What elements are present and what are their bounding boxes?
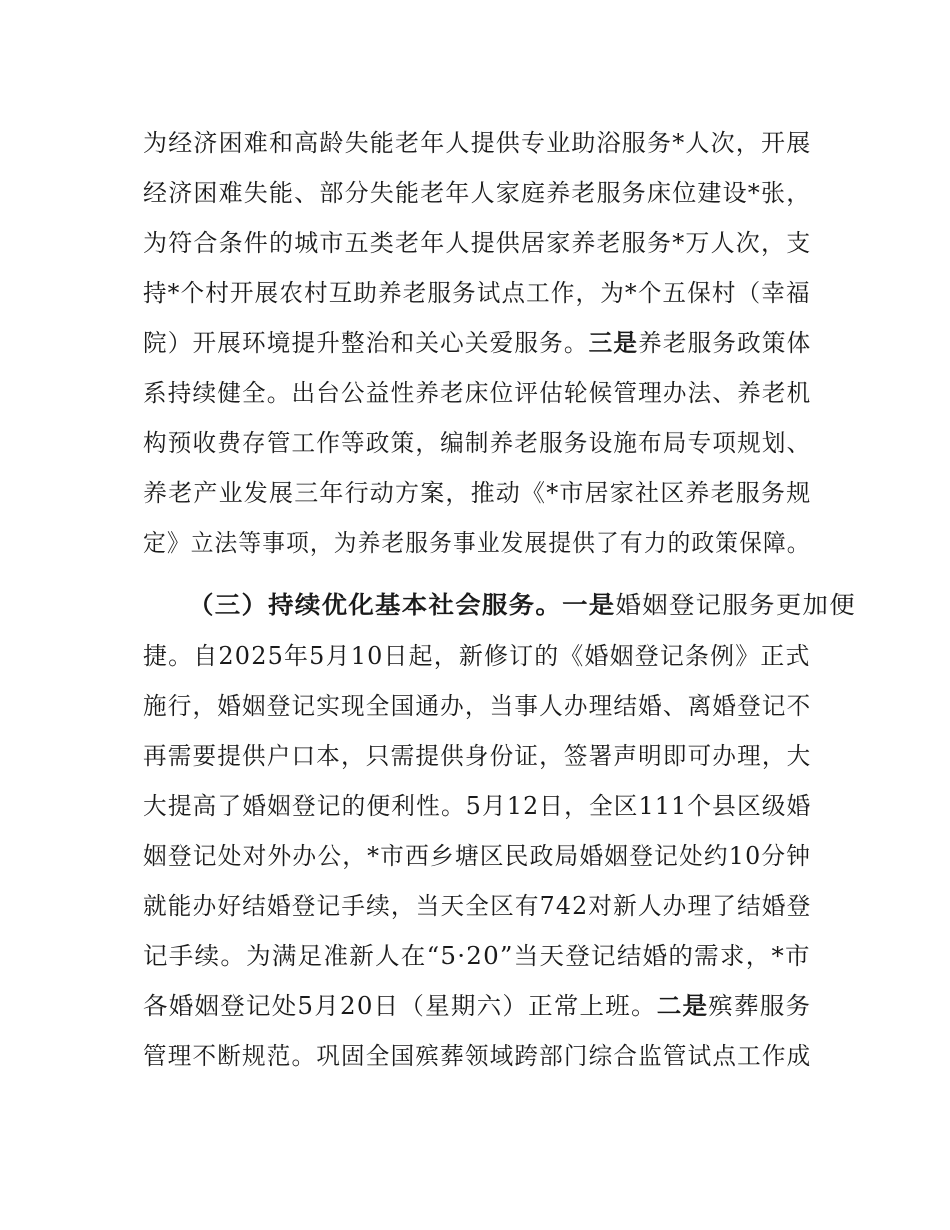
- text-segment: 养老服务政策体: [638, 329, 812, 357]
- text-line: 为经济困难和高龄失能老年人提供专业助浴服务*人次，开展: [143, 129, 812, 157]
- text-segment: 婚姻登记服务更加便: [615, 591, 857, 619]
- text-line: 为符合条件的城市五类老年人提供居家养老服务*万人次，支: [143, 229, 812, 257]
- text-line: 大提高了婚姻登记的便利性。5月12日，全区111个县区级婚: [143, 792, 812, 820]
- text-segment: 各婚姻登记处5月20日（星期六）正常上班。: [143, 992, 657, 1020]
- text-line: 就能办好结婚登记手续，当天全区有742对新人办理了结婚登: [143, 892, 812, 920]
- text-line: 记手续。为满足准新人在“5·20”当天登记结婚的需求，*市: [143, 942, 811, 970]
- text-line: 捷。自2025年5月10日起，新修订的《婚姻登记条例》正式: [143, 642, 811, 670]
- text-line: 姻登记处对外办公，*市西乡塘区民政局婚姻登记处约10分钟: [143, 842, 812, 870]
- text-segment: 院）开展环境提升整治和关心关爱服务。: [143, 329, 589, 357]
- text-line: 持*个村开展农村互助养老服务试点工作，为*个五保村（幸福: [143, 279, 811, 307]
- bold-marker: 三是: [588, 329, 639, 357]
- text-line: 构预收费存管工作等政策，编制养老服务设施布局专项规划、: [143, 429, 812, 457]
- text-segment: 殡葬服务: [708, 992, 812, 1020]
- text-line: 管理不断规范。巩固全国殡葬领域跨部门综合监管试点工作成: [143, 1042, 812, 1070]
- bold-marker: 二是: [656, 992, 709, 1020]
- text-line: 系持续健全。出台公益性养老床位评估轮候管理办法、养老机: [143, 379, 812, 407]
- text-line: 定》立法等事项，为养老服务事业发展提供了有力的政策保障。: [143, 529, 811, 557]
- text-line: 再需要提供户口本，只需提供身份证，签署声明即可办理，大: [143, 742, 812, 770]
- text-line: [143, 323, 811, 363]
- text-line: 经济困难失能、部分失能老年人家庭养老服务床位建设*张，: [143, 179, 812, 207]
- text-line: 施行，婚姻登记实现全国通办，当事人办理结婚、离婚登记不: [143, 692, 812, 720]
- text-line: 养老产业发展三年行动方案，推动《*市居家社区养老服务规: [143, 479, 812, 507]
- section-heading-line: [188, 585, 856, 625]
- text-line: [143, 986, 811, 1026]
- section-heading: （三）持续优化基本社会服务。一是: [188, 591, 616, 619]
